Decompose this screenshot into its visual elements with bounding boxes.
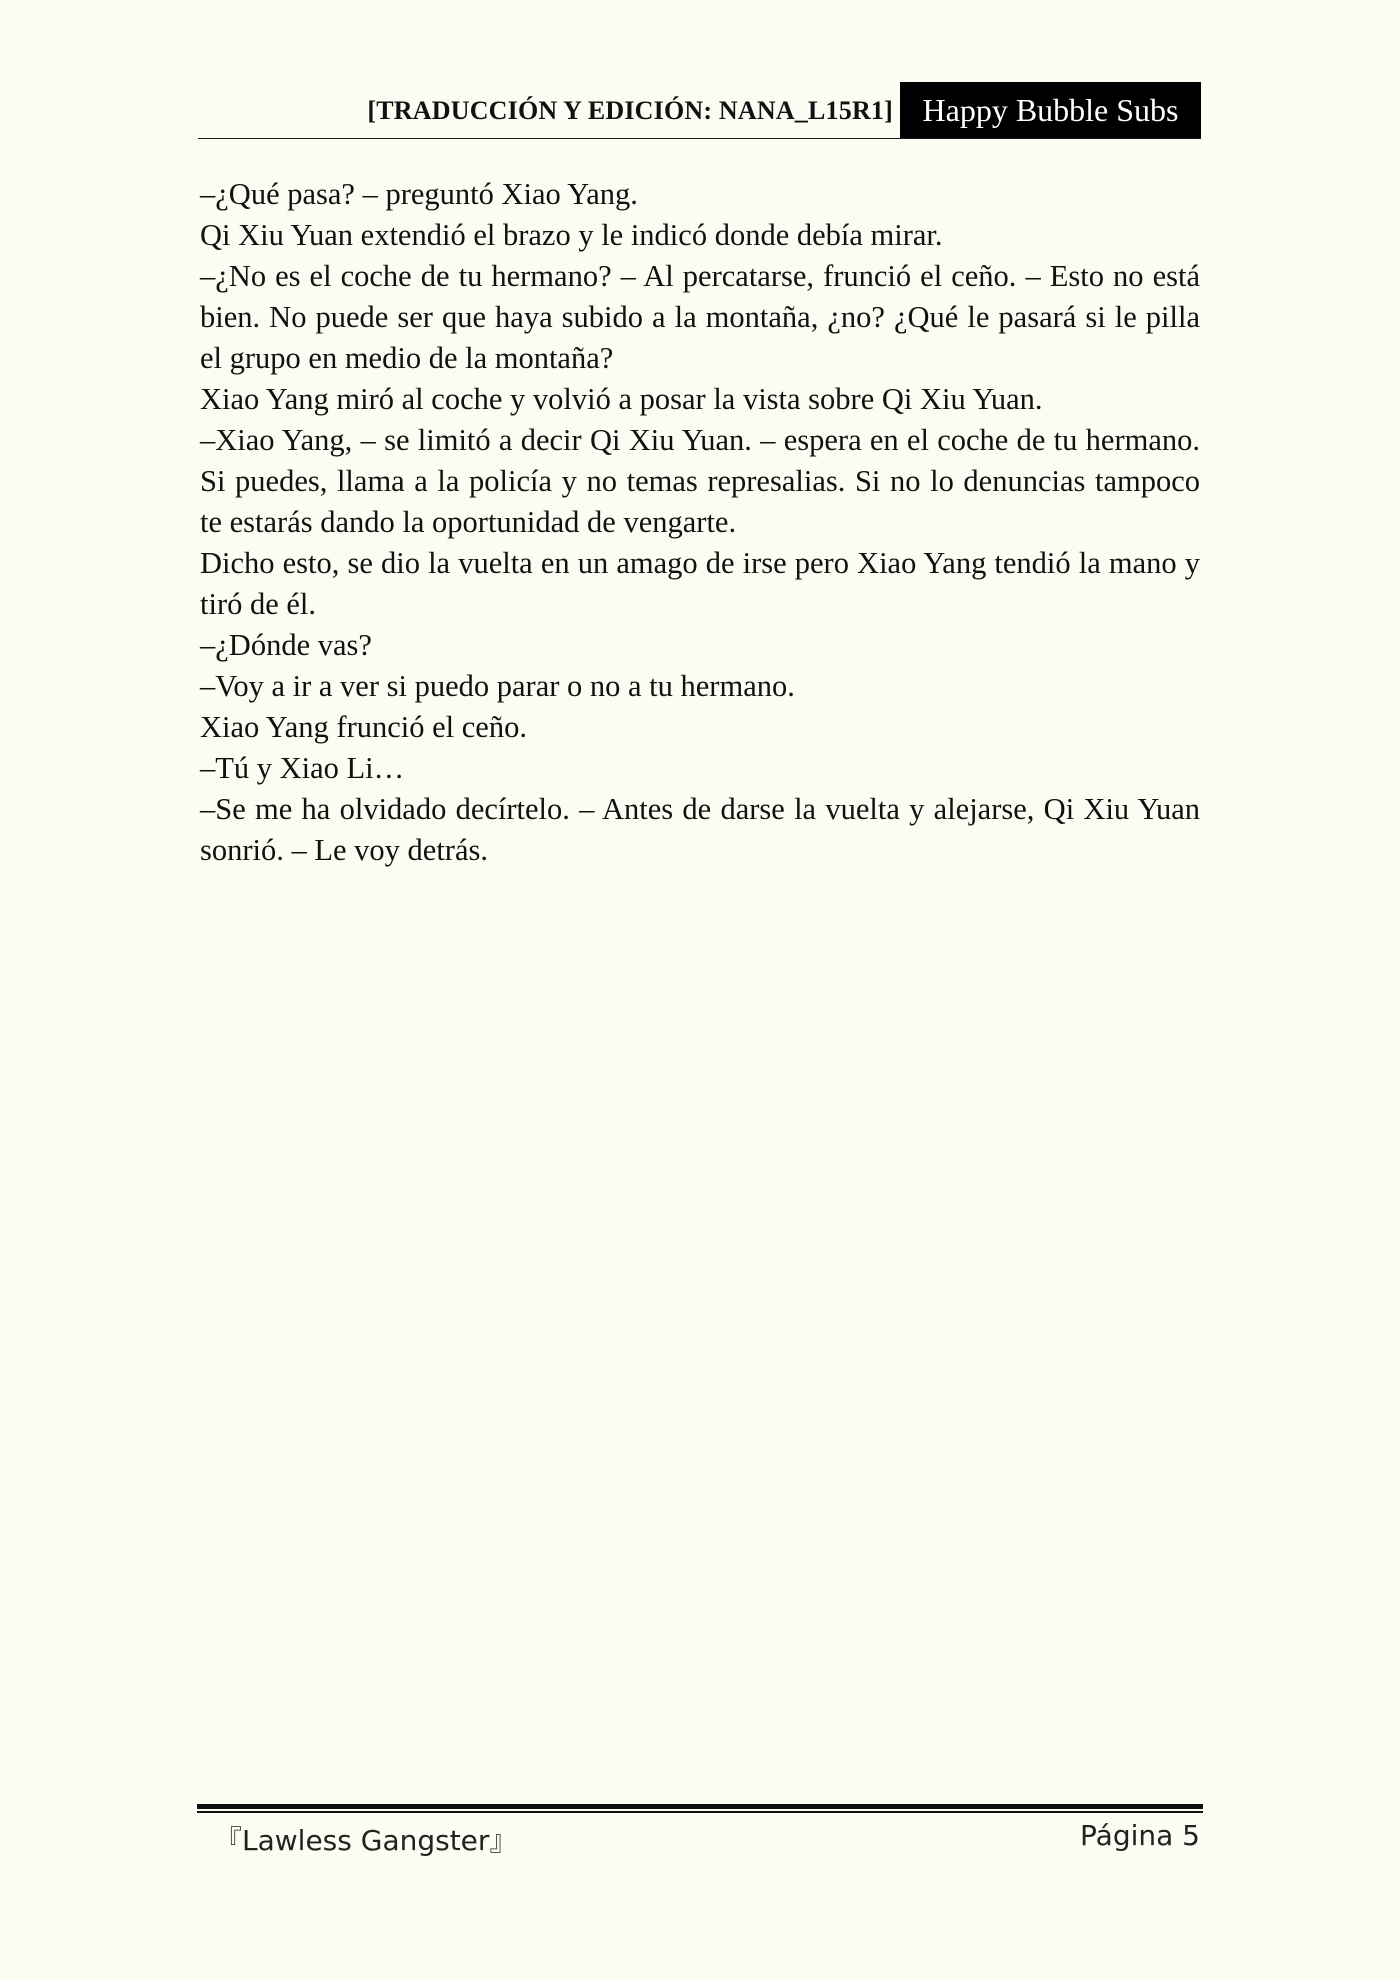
translation-credit: [TRADUCCIÓN Y EDICIÓN: NANA_L15R1]	[367, 96, 893, 125]
paragraph: –¿Dónde vas?	[200, 628, 372, 662]
paragraph: Qi Xiu Yuan extendió el brazo y le indicó donde debía mirar.	[200, 218, 943, 252]
footer-divider	[197, 1804, 1203, 1813]
page-header	[198, 82, 1201, 139]
paragraph: –Voy a ir a ver si puedo parar o no a tu hermano.	[200, 669, 795, 703]
paragraph: –Se me ha olvidado decírtelo. – Antes de darse la vuelta y alejarse, Qi Xiu Yuan sonrió. – Le voy detrás.	[200, 792, 1200, 867]
body-text	[200, 174, 1200, 871]
footer-book-title: 『Lawless Gangster』	[214, 1824, 518, 1857]
paragraph: –¿Qué pasa? – preguntó Xiao Yang.	[200, 177, 638, 211]
paragraph: –¿No es el coche de tu hermano? – Al percatarse, frunció el ceño. – Esto no está bien. No puede ser que haya subido a la montaña, ¿no? ¿Qué le pasará si le pilla el grupo en medio de la montaña?	[200, 259, 1200, 375]
group-name-badge: Happy Bubble Subs	[900, 82, 1201, 138]
footer-divider-thin	[197, 1811, 1203, 1813]
paragraph: Dicho esto, se dio la vuelta en un amago de irse pero Xiao Yang tendió la mano y tiró de él.	[200, 546, 1200, 621]
footer-page-number: Página 5	[1080, 1819, 1200, 1852]
paragraph: –Tú y Xiao Li…	[200, 751, 405, 785]
paragraph: Xiao Yang frunció el ceño.	[200, 710, 527, 744]
footer-divider-thick	[197, 1804, 1203, 1809]
paragraph: Xiao Yang miró al coche y volvió a posar la vista sobre Qi Xiu Yuan.	[200, 382, 1043, 416]
paragraph: –Xiao Yang, – se limitó a decir Qi Xiu Yuan. – espera en el coche de tu hermano. Si puedes, llama a la policía y no temas represalias. Si no lo denuncias tampoco te estarás dando la oportunidad de vengarte.	[200, 423, 1200, 539]
